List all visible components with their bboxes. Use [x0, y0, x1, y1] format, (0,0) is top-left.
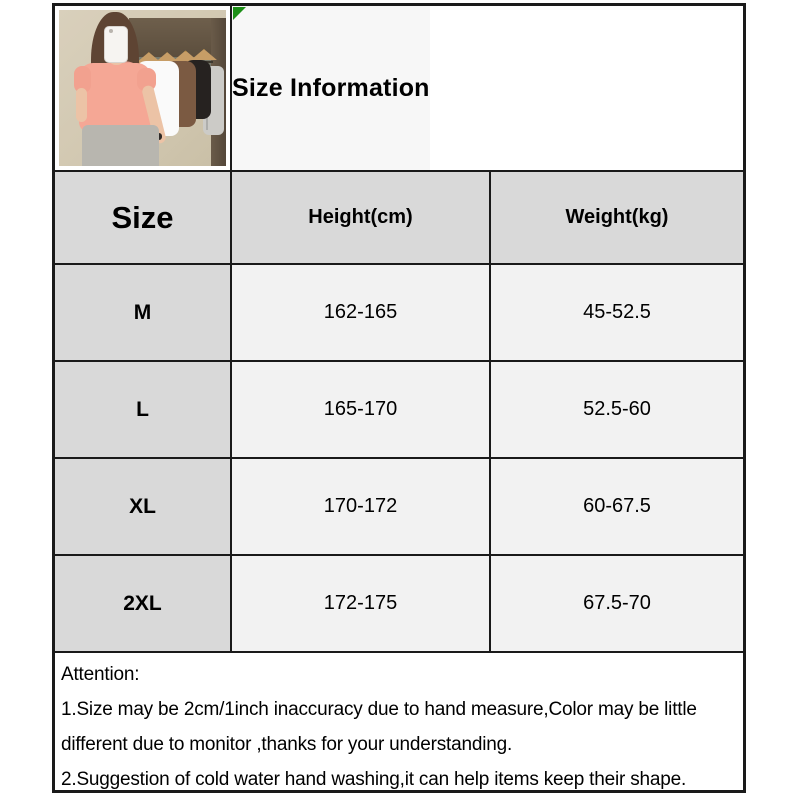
- attention-line: different due to monitor ,thanks for your understanding.: [61, 734, 513, 755]
- attention-line: 1.Size may be 2cm/1inch inaccuracy due to hand measure,Color may be little: [61, 699, 697, 720]
- height-value: 170-172: [232, 459, 491, 554]
- table-row: [55, 556, 743, 653]
- table-row: [55, 362, 743, 459]
- weight-value: 67.5-70: [491, 556, 743, 651]
- height-value: 165-170: [232, 362, 491, 457]
- green-corner-marker-icon: [233, 7, 246, 20]
- table-row: [55, 265, 743, 362]
- attention-heading: Attention:: [61, 664, 140, 685]
- size-label: XL: [55, 459, 232, 554]
- product-photo: [59, 10, 226, 166]
- size-info-sheet: [52, 3, 746, 793]
- size-label: 2XL: [55, 556, 232, 651]
- column-header-height: Height(cm): [232, 172, 491, 263]
- attention-note: [55, 653, 743, 790]
- column-header-size: Size: [55, 172, 232, 263]
- table-row: [55, 459, 743, 556]
- weight-value: 60-67.5: [491, 459, 743, 554]
- weight-value: 45-52.5: [491, 265, 743, 360]
- weight-value: 52.5-60: [491, 362, 743, 457]
- product-photo-cell: [55, 6, 232, 170]
- size-label: L: [55, 362, 232, 457]
- photo-model-left-arm: [76, 88, 88, 122]
- title-cell: [232, 6, 430, 170]
- attention-line: 2.Suggestion of cold water hand washing,it can help items keep their shape.: [61, 769, 687, 790]
- column-header-weight: Weight(kg): [491, 172, 743, 263]
- photo-model-skirt: [82, 125, 159, 166]
- page-title: Size Information: [232, 73, 430, 102]
- height-value: 162-165: [232, 265, 491, 360]
- photo-phone-camera: [109, 29, 113, 33]
- height-value: 172-175: [232, 556, 491, 651]
- photo-phone: [104, 26, 128, 64]
- table-header-row: [55, 172, 743, 265]
- size-label: M: [55, 265, 232, 360]
- banner-row: [55, 6, 743, 172]
